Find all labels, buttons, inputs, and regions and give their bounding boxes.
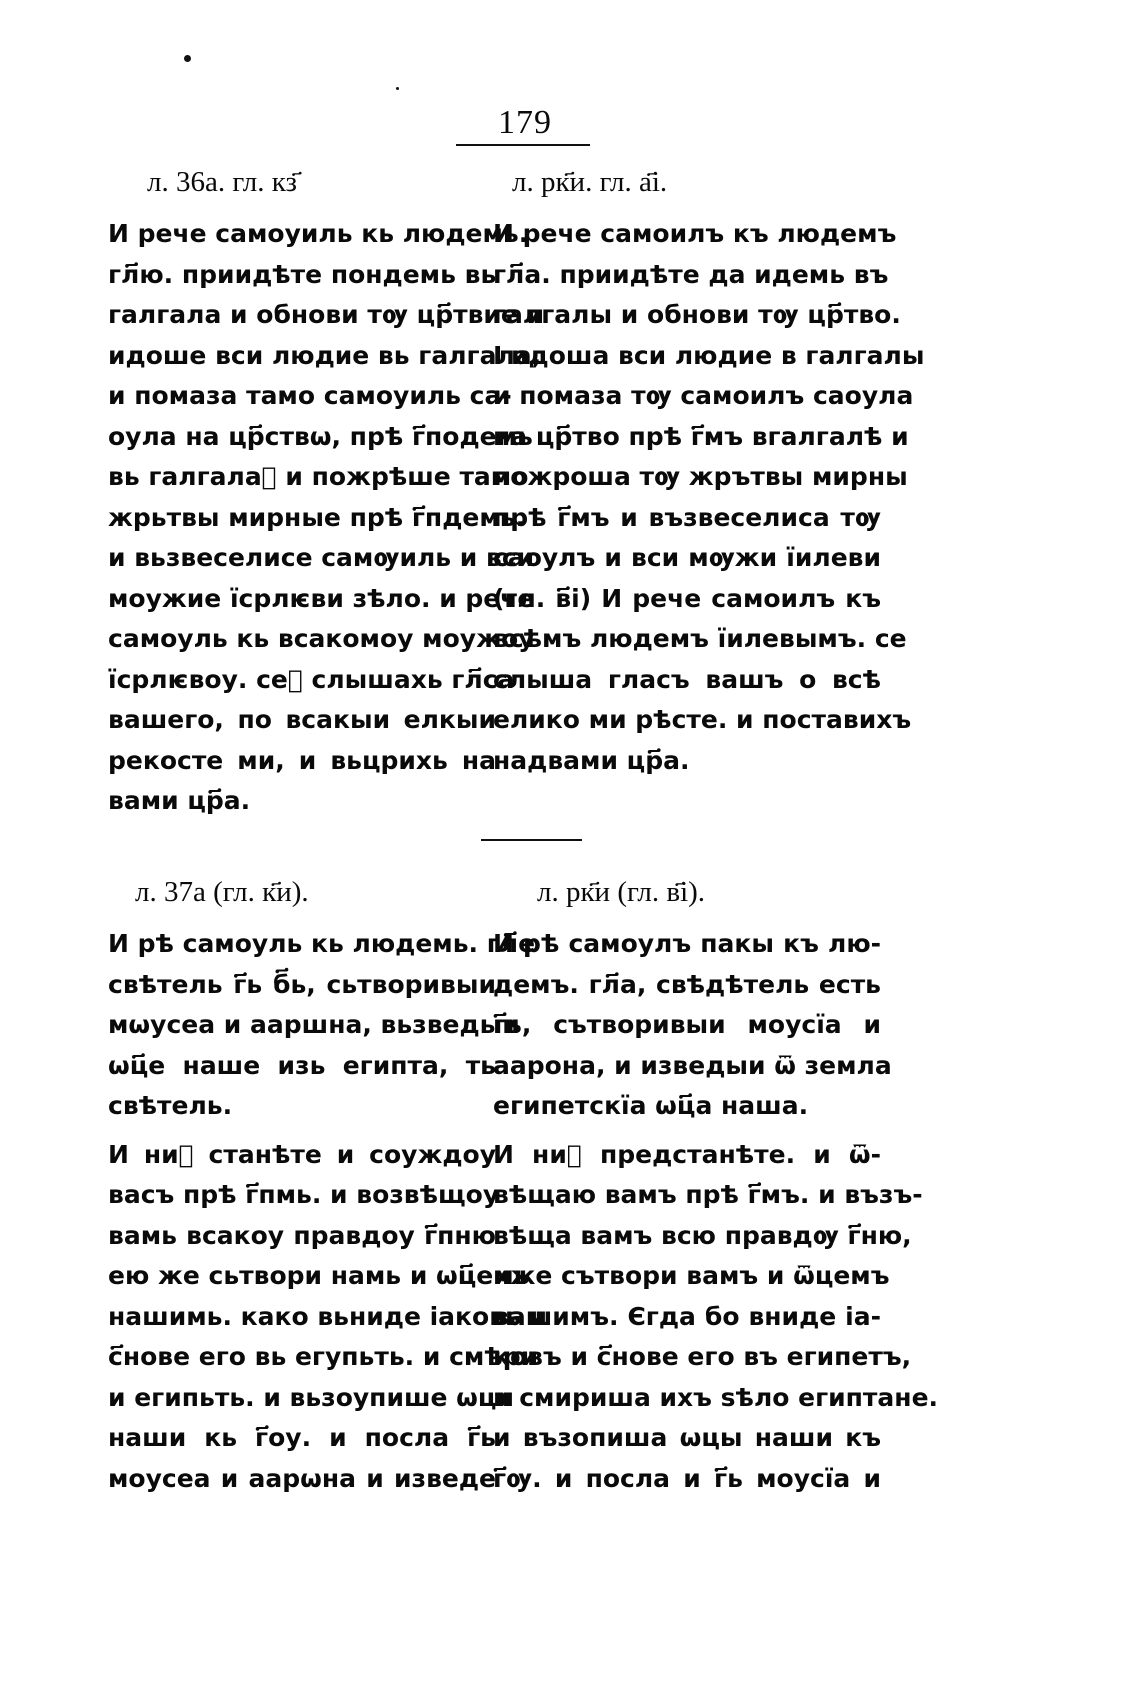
- text-line: И рѣ самоуль кь людемь. гл҃е: [108, 929, 536, 958]
- scan-speck: [184, 55, 191, 62]
- text-line: и вьзвеселисе самѹиль и вси: [108, 543, 535, 572]
- text-line: галгалы и обнови тѹ цр҃тво.: [493, 300, 901, 329]
- text-line: всѣмъ людемъ їилевымъ. се: [493, 624, 907, 653]
- text-line: гл҃а. приидѣте да идемь въ: [493, 259, 889, 289]
- text-line: галгала и обнови тѹ цр҃твие и: [108, 300, 545, 329]
- section-2-right-heading: л. рк҃и (гл. в҃і).: [537, 876, 706, 908]
- section-2-left-heading: л. 37а (гл. к҃и).: [135, 876, 309, 908]
- text-line: с҃нове его вь егупьть. и смѣри: [108, 1342, 539, 1371]
- text-line: ковъ и с҃нове его въ египетъ,: [493, 1342, 912, 1371]
- text-line: елико ми рѣсте. и поставихъ: [493, 705, 912, 734]
- text-line: прѣ г҃мъ и възвеселиса тѹ: [493, 502, 881, 532]
- section-1-left-text: [108, 214, 545, 822]
- text-line: И рѣ самоулъ пакы къ лю-: [493, 929, 881, 958]
- text-line: вашего, по всакыи елкыи: [108, 705, 496, 734]
- text-line: вами цр҃а.: [108, 786, 251, 815]
- text-line: жрьтвы мирные прѣ г҃пдемь.: [108, 502, 526, 532]
- text-line: и помаза тамо самоуиль са-: [108, 381, 512, 410]
- text-line: пожроша тѹ жрътвы мирны: [493, 462, 908, 491]
- text-line: слыша гласъ вашъ о всѣ: [493, 664, 881, 694]
- section-1-right-text: [493, 214, 925, 781]
- text-line: нашимь. како вьниде іаковь и: [108, 1301, 548, 1331]
- text-line: саоулъ и вси мѹжи їилеви: [493, 543, 881, 572]
- text-line: и помаза тѹ самоилъ саоула: [493, 381, 914, 410]
- text-line: вамь всакоу правдоу г҃пню: [108, 1220, 496, 1250]
- text-line: аарона, и изведыи ѿ земла: [493, 1050, 892, 1080]
- text-line: мѡусеа и ааршна, вьзведыи: [108, 1010, 520, 1039]
- text-line: И ниⷩ предстанѣте. и ѿ-: [493, 1139, 881, 1169]
- section-divider: [481, 839, 582, 841]
- text-line: и възопиша ѡцы наши къ: [493, 1423, 881, 1452]
- page-number-rule: [456, 144, 590, 146]
- text-line: иже сътвори вамъ и ѿцемъ: [493, 1261, 890, 1290]
- text-line: свѣтель г҃ь б҃ь, сьтворивыи: [108, 969, 496, 999]
- text-line: надвами цр҃а.: [493, 745, 690, 775]
- text-line: ею же сьтвори намь и ѡц҃емь: [108, 1261, 530, 1290]
- text-line: моусеа и аарѡна и изведе: [108, 1463, 496, 1493]
- text-line: г҃ѹ. и посла и г҃ь моусїа и: [493, 1463, 881, 1493]
- text-line: свѣтель.: [108, 1091, 233, 1120]
- text-line: вѣща вамъ всю правдѹ г҃ню,: [493, 1220, 912, 1250]
- page-number: 179: [498, 104, 552, 141]
- text-line: самоуль кь всакомоу моужоу: [108, 624, 535, 653]
- text-line: на цр҃тво прѣ г҃мъ вгалгалѣ и: [493, 421, 909, 451]
- text-line: їсрлѥвоу. сеⷺ слышахь гл҃са: [108, 664, 515, 694]
- text-line: наши кь г҃оу. и посла г҃ь: [108, 1423, 496, 1452]
- text-line: васъ прѣ г҃пмь. и возвѣщоу: [108, 1180, 500, 1209]
- text-line: вашимъ. Єгда бо вниде іа-: [493, 1301, 881, 1331]
- text-line: идоше вси людие вь галгала,: [108, 340, 542, 370]
- section-1-left-heading: л. 36а. гл. кз҃: [147, 166, 297, 198]
- text-line: вь галгалаⷯ и пожрѣше тамо: [108, 462, 529, 491]
- text-line: моужие їсрлѥви зѣло. и рече: [108, 583, 535, 613]
- text-line: и смириша ихъ ѕѣло египтане.: [493, 1382, 939, 1412]
- text-line: И рече самоилъ къ людемъ: [493, 219, 897, 248]
- section-2-left-text: [108, 924, 548, 1499]
- text-line: оула на цр҃ствѡ, прѣ г҃подемь: [108, 421, 533, 451]
- text-line: ѡц҃е наше изь египта, ть: [108, 1050, 496, 1080]
- text-line: И рече самоуиль кь людемь.: [108, 219, 529, 248]
- text-line: демъ. гл҃а, свѣдѣтель есть: [493, 969, 881, 999]
- text-line: египетскїа ѡц҃а наша.: [493, 1091, 809, 1120]
- section-2-right-text: [493, 924, 939, 1499]
- scan-speck: [396, 87, 399, 90]
- text-line: гл҃ю. приидѣте пондемь вь: [108, 259, 497, 289]
- text-line: г҃ь, сътворивыи моусїа и: [493, 1010, 881, 1039]
- text-line: рекосте ми, и вьцрихь на: [108, 745, 496, 775]
- text-line: и египьть. и вьзоупише ѡци: [108, 1382, 514, 1412]
- text-line: (гл. в҃і) И рече самоилъ къ: [493, 583, 881, 613]
- text-line: вѣщаю вамъ прѣ г҃мъ. и възъ-: [493, 1180, 923, 1209]
- text-line: І идоша вси людие в галгалы: [493, 340, 925, 370]
- text-line: И ниⷩ станѣте и соуждоу: [108, 1139, 496, 1169]
- section-1-right-heading: л. рк҃и. гл. а҃і.: [512, 166, 668, 198]
